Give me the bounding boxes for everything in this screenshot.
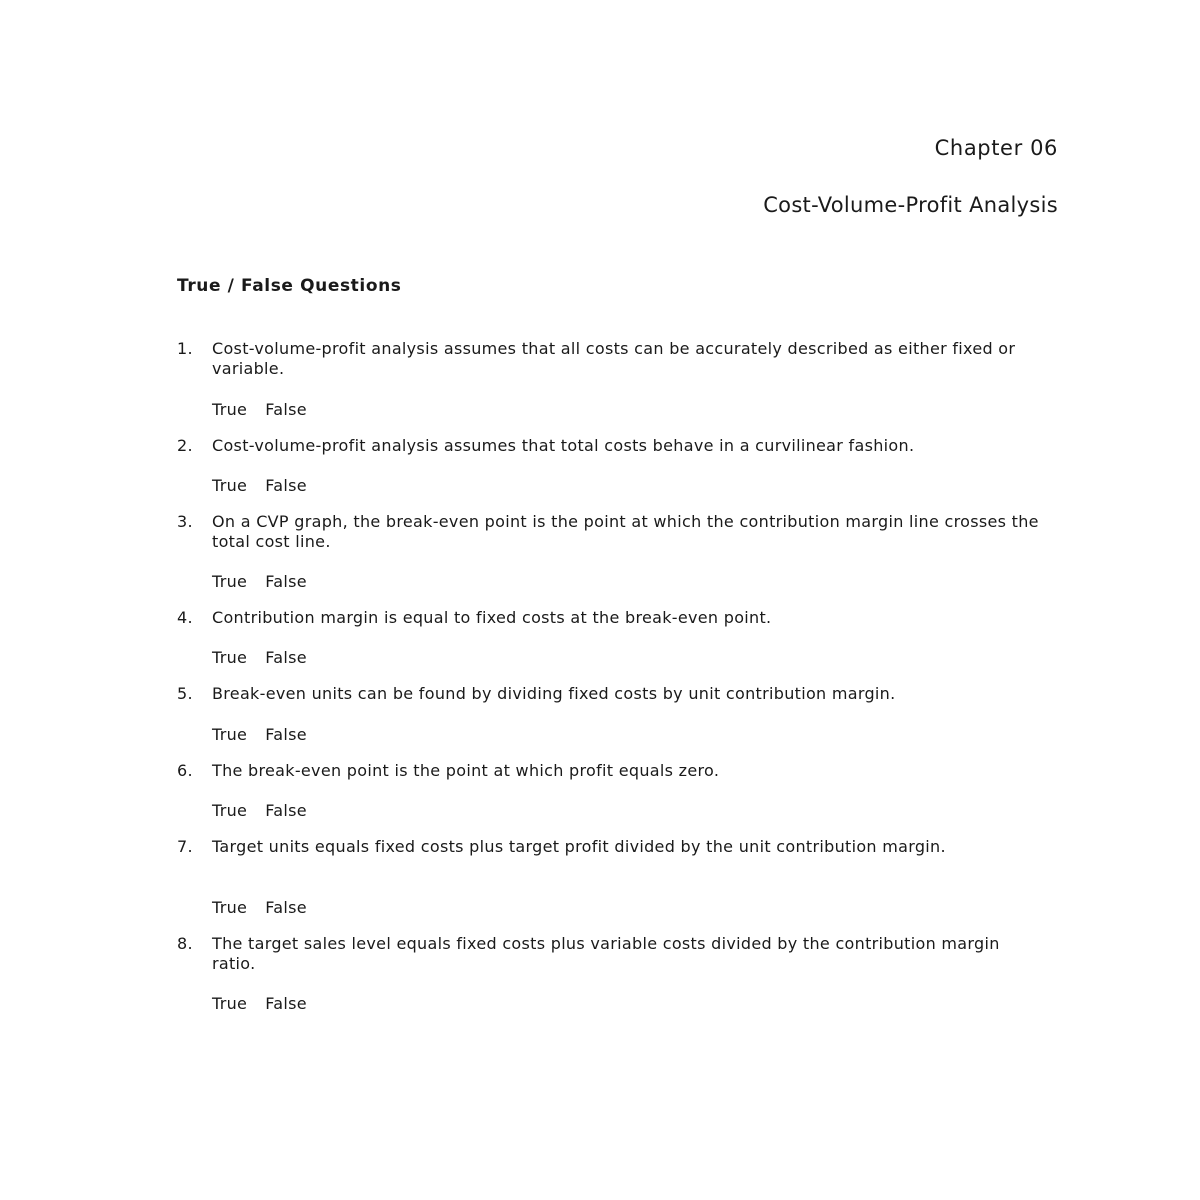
question-number: 8. xyxy=(177,934,193,953)
question-8 xyxy=(177,934,1047,974)
question-number: 3. xyxy=(177,512,193,531)
question-text: Contribution margin is equal to fixed costs at the break-even point. xyxy=(212,608,772,627)
option-true: True xyxy=(212,801,248,820)
question-7 xyxy=(177,837,1047,857)
answer-options-5 xyxy=(212,725,307,745)
question-text: The target sales level equals fixed costs plus variable costs divided by the contribution margin ratio. xyxy=(212,934,1000,973)
option-false: False xyxy=(265,898,307,917)
option-false: False xyxy=(265,801,307,820)
question-4 xyxy=(177,608,1047,628)
question-number: 7. xyxy=(177,837,193,856)
answer-options-3 xyxy=(212,572,307,592)
option-false: False xyxy=(265,648,307,667)
question-text: Target units equals fixed costs plus target profit divided by the unit contribution margin. xyxy=(212,837,946,856)
question-text: Cost-volume-profit analysis assumes that total costs behave in a curvilinear fashion. xyxy=(212,436,915,455)
question-text: The break-even point is the point at which profit equals zero. xyxy=(212,761,720,780)
option-true: True xyxy=(212,648,248,667)
option-true: True xyxy=(212,994,248,1013)
option-true: True xyxy=(212,725,248,744)
answer-options-2 xyxy=(212,476,307,496)
question-text: Break-even units can be found by dividing fixed costs by unit contribution margin. xyxy=(212,684,896,703)
question-6 xyxy=(177,761,1047,781)
option-true: True xyxy=(212,400,248,419)
question-number: 1. xyxy=(177,339,193,358)
chapter-title: Cost-Volume-Profit Analysis xyxy=(763,193,1058,217)
option-false: False xyxy=(265,994,307,1013)
option-true: True xyxy=(212,476,248,495)
question-1 xyxy=(177,339,1047,379)
option-false: False xyxy=(265,572,307,591)
answer-options-7 xyxy=(212,898,307,918)
chapter-heading: Chapter 06 xyxy=(934,136,1058,160)
answer-options-6 xyxy=(212,801,307,821)
question-number: 2. xyxy=(177,436,193,455)
question-2 xyxy=(177,436,1047,456)
question-3 xyxy=(177,512,1047,552)
question-number: 4. xyxy=(177,608,193,627)
option-false: False xyxy=(265,400,307,419)
option-false: False xyxy=(265,476,307,495)
option-false: False xyxy=(265,725,307,744)
section-heading: True / False Questions xyxy=(177,276,402,296)
answer-options-4 xyxy=(212,648,307,668)
question-text: Cost-volume-profit analysis assumes that all costs can be accurately described as either fixed or variable. xyxy=(212,339,1016,378)
option-true: True xyxy=(212,898,248,917)
answer-options-8 xyxy=(212,994,307,1014)
answer-options-1 xyxy=(212,400,307,420)
question-number: 6. xyxy=(177,761,193,780)
question-5 xyxy=(177,684,1047,704)
question-text: On a CVP graph, the break-even point is the point at which the contribution margin line crosses the total cost line. xyxy=(212,512,1039,551)
question-number: 5. xyxy=(177,684,193,703)
option-true: True xyxy=(212,572,248,591)
